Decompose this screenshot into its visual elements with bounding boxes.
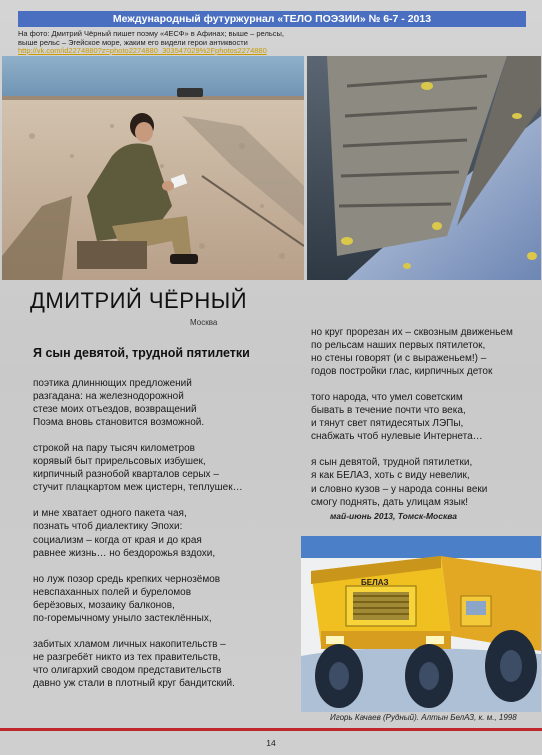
stanza: того народа, что умел советским бывать в течение почти что века, и тянут свет пятидесятых ЛЭПы, снабжать чтоб нулевые Интернета… xyxy=(311,392,483,443)
stanza: но луж позор средь крепких чернозёмов невспаханных полей и буреломов берёзовых, мозаику балконов, по-горемычному уныло застеклённых, xyxy=(33,573,221,624)
truck-logo: БЕЛАЗ xyxy=(361,578,389,587)
poem-left-column xyxy=(33,377,293,703)
poem-right-column xyxy=(311,326,536,522)
footer-rule xyxy=(0,728,542,731)
poem-title: Я сын девятой, трудной пятилетки xyxy=(33,346,250,360)
artwork-caption: Игорь Качаев (Рудный). Алтын БелАЗ, к. м., 1998 xyxy=(330,713,517,722)
journal-banner: Международный футуржурнал «ТЕЛО ПОЭЗИИ» № 6-7 - 2013 xyxy=(18,11,526,27)
photo-caption xyxy=(18,30,318,56)
photo-caption-line2: выше рельс – Эгейское море, жаким его видели герои антиквости xyxy=(18,37,248,47)
page-number: 14 xyxy=(266,738,276,748)
author-city: Москва xyxy=(190,318,218,327)
stanza: поэтика длиннющих предложений разгадана: на железнодорожной стезе моих отъездов, возвращений Поэма вновь становится возможной. xyxy=(33,378,205,429)
photo-caption-line1: На фото: Дмитрий Чёрный пишет поэму «4ЕСФ» в Афинах; выше – рельсы, xyxy=(18,29,284,38)
stanza: забитых хламом личных накопительств – не разгребёт никто из тех правительств, что олигархий сводом представительств давно уж стали в плотный круг бандитский. xyxy=(33,638,235,689)
belaz-painting xyxy=(301,536,541,712)
photo-link[interactable]: http://vk.com/id2274880?z=photo2274880_303547029%2Fphotos2274880 xyxy=(18,47,267,55)
stanza: я сын девятой, трудной пятилетки, я как БЕЛАЗ, хоть с виду невелик, и словно кузов – у народа сонны веки смогу поднять, дать улицам язык! xyxy=(311,457,488,508)
poem-date: май-июнь 2013, Томск-Москва xyxy=(330,511,458,521)
stanza: строкой на пару тысяч километров корявый быт прирельсовых избушек, кирпичный разнобой кварталов серых – стучит плацкартом меж цистерн, теплушек… xyxy=(33,443,243,494)
author-photo xyxy=(2,56,304,280)
author-name: ДМИТРИЙ ЧЁРНЫЙ xyxy=(30,288,248,313)
stanza: но круг прорезан их – сквозным движеньем по рельсам наших первых пятилеток, но стены говорят (и с выраженьем!) – годов постройки глас, кирпичных деток xyxy=(311,327,513,378)
reflection-photo xyxy=(307,56,541,280)
stanza: и мне хватает одного пакета чая, познать чтоб диалектику Эпохи: социализм – когда от края и до края равнее жизнь… но бездорожья вздохи, xyxy=(33,508,216,559)
